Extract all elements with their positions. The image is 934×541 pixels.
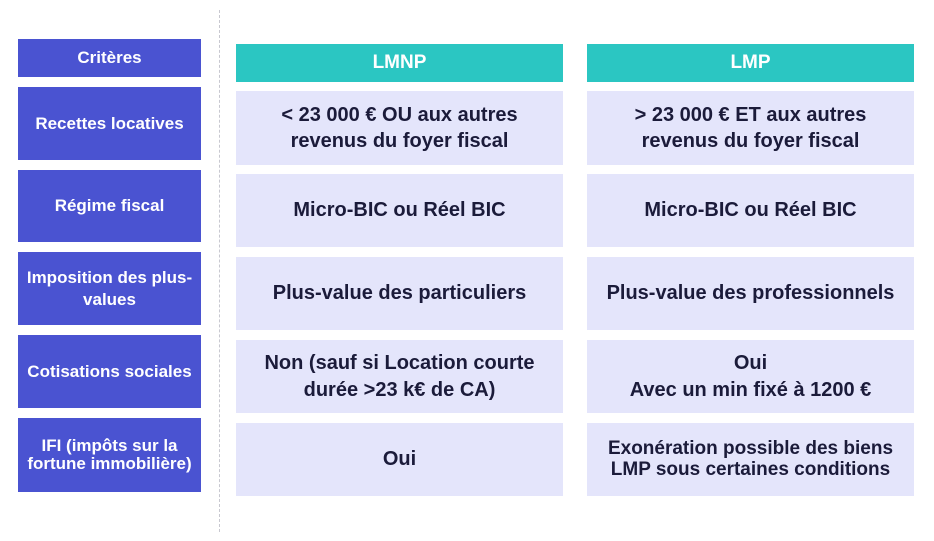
- criteria-header: Critères: [18, 39, 201, 77]
- lmnp-regime-fiscal: Micro-BIC ou Réel BIC: [236, 174, 563, 247]
- lmp-imposition-plus-values: Plus-value des professionnels: [587, 257, 914, 330]
- lmnp-cotisations-sociales: Non (sauf si Location courte durée >23 k€ de CA): [236, 340, 563, 413]
- criteria-recettes-locatives: Recettes locatives: [18, 87, 201, 160]
- criteria-regime-fiscal: Régime fiscal: [18, 170, 201, 242]
- criteria-imposition-plus-values: Imposition des plus-values: [18, 252, 201, 325]
- lmp-ifi: Exonération possible des biens LMP sous certaines conditions: [587, 423, 914, 496]
- lmp-header: LMP: [587, 44, 914, 82]
- lmnp-imposition-plus-values: Plus-value des particuliers: [236, 257, 563, 330]
- column-divider: [219, 10, 220, 532]
- lmnp-header: LMNP: [236, 44, 563, 82]
- lmp-cotisations-sociales: Oui Avec un min fixé à 1200 €: [587, 340, 914, 413]
- lmp-recettes-locatives: > 23 000 € ET aux autres revenus du foyer fiscal: [587, 91, 914, 165]
- criteria-ifi: IFI (impôts sur la fortune immobilière): [18, 418, 201, 492]
- criteria-cotisations-sociales: Cotisations sociales: [18, 335, 201, 408]
- lmp-regime-fiscal: Micro-BIC ou Réel BIC: [587, 174, 914, 247]
- lmnp-recettes-locatives: < 23 000 € OU aux autres revenus du foyer fiscal: [236, 91, 563, 165]
- lmnp-ifi: Oui: [236, 423, 563, 496]
